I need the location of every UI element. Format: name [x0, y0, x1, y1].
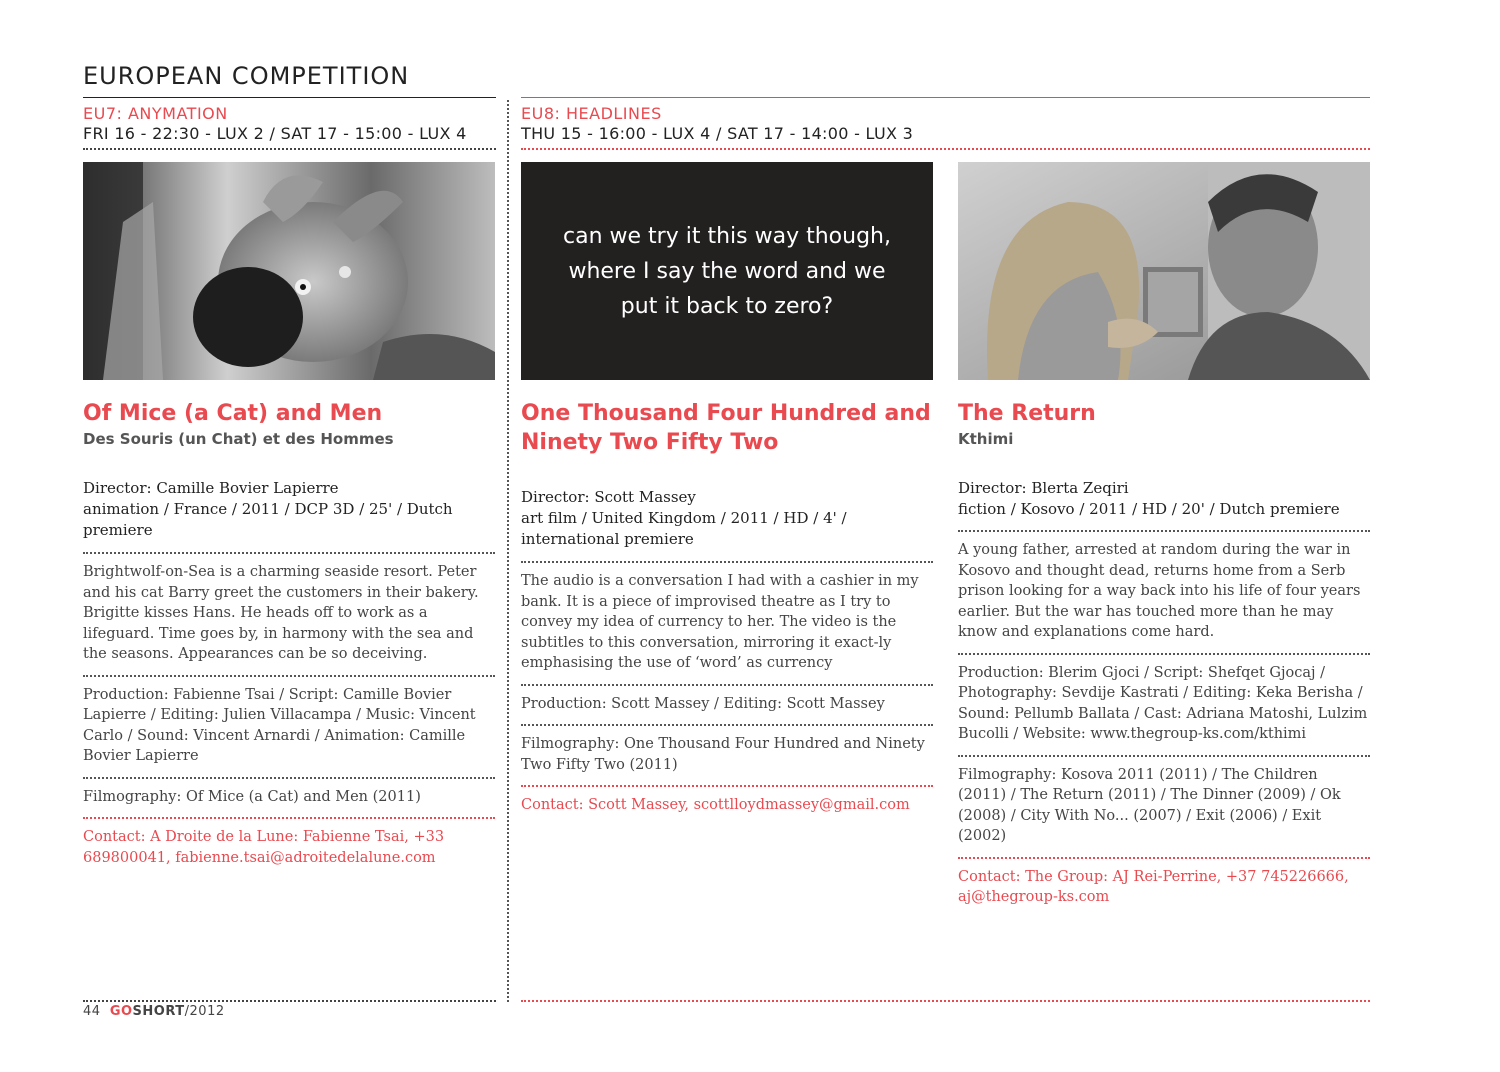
film-synopsis: A young father, arrested at random during the war in Kosovo and thought dead, returns home from a Serb prison looking for a way back into his life of four years earlier. But the war has touched more than he may know and explanations come hard. — [958, 542, 1361, 640]
film-filmography: Filmography: One Thousand Four Hundred and Ninety Two Fifty Two (2011) — [521, 736, 925, 773]
section-title: EUROPEAN COMPETITION — [83, 62, 410, 90]
page-number: 44 — [83, 1004, 101, 1019]
director-line: Director: Camille Bovier Lapierre — [83, 479, 339, 497]
brand-go: GO — [109, 1004, 133, 1019]
film-filmography: Filmography: Kosova 2011 (2011) / The Children (2011) / The Return (2011) / The Dinner (2009) / Ok (2008) / City With No... (2007) / Exit (2006) / Exit (2002) — [958, 766, 1341, 844]
subtitle-still: can we try it this way though, where I say the word and we put it back to zero? — [521, 162, 933, 380]
divider — [83, 777, 495, 779]
section-rule-right — [521, 97, 1370, 98]
column-divider — [507, 100, 509, 1002]
film-details: animation / France / 2011 / DCP 3D / 25' / Dutch premiere — [83, 500, 453, 539]
divider-red — [83, 817, 495, 819]
film-title: The Return — [958, 401, 1096, 426]
film-synopsis: The audio is a conversation I had with a cashier in my bank. It is a piece of improvised theatre as I try to convey my idea of currency to her. The video is the subtitles to this conversation, mirroring it exact-ly emphasising the use of ‘word’ as currency — [521, 573, 919, 671]
film-contact: Contact: A Droite de la Lune: Fabienne Tsai, +33 689800041, fabienne.tsai@adroitedelalune.com — [83, 829, 445, 866]
program-code-eu8: EU8: HEADLINES — [521, 104, 662, 123]
footer-rule-left — [83, 1000, 496, 1002]
film-director — [958, 478, 1370, 520]
film-title: Of Mice (a Cat) and Men — [83, 401, 383, 426]
director-line: Director: Blerta Zeqiri — [958, 479, 1129, 497]
program-schedule-eu8: THU 15 - 16:00 - LUX 4 / SAT 17 - 14:00 - LUX 3 — [521, 124, 914, 143]
film-director — [521, 487, 933, 550]
program-divider-right — [521, 148, 1370, 150]
divider — [958, 755, 1370, 757]
divider — [83, 675, 495, 677]
divider — [521, 684, 933, 686]
page-footer — [83, 1004, 225, 1019]
section-rule-left — [83, 97, 496, 98]
film-still-mice — [83, 162, 495, 380]
footer-rule-right — [521, 1000, 1370, 1002]
divider — [521, 724, 933, 726]
brand-year: /2012 — [184, 1004, 225, 1019]
film-card-return — [958, 162, 1370, 908]
film-contact: Contact: Scott Massey, scottlloydmassey@gmail.com — [521, 797, 910, 813]
film-title: One Thousand Four Hundred and Ninety Two Fifty Two — [521, 401, 931, 455]
brand-short: SHORT — [132, 1004, 185, 1019]
program-schedule-eu7: FRI 16 - 22:30 - LUX 2 / SAT 17 - 15:00 - LUX 4 — [83, 124, 467, 143]
divider — [83, 552, 495, 554]
film-credits: Production: Blerim Gjoci / Script: Shefqet Gjocaj / Photography: Sevdije Kastrati / Editing: Keka Berisha / Sound: Pellumb Ballata / Cast: Adriana Matoshi, Lulzim Bucolli / Website: www.thegroup-ks.com/kthimi — [958, 664, 1368, 742]
film-original-title: Des Souris (un Chat) et des Hommes — [83, 430, 394, 448]
director-line: Director: Scott Massey — [521, 488, 696, 506]
film-details: fiction / Kosovo / 2011 / HD / 20' / Dutch premiere — [958, 500, 1340, 518]
divider-red — [958, 857, 1370, 859]
film-card-headlines — [521, 162, 933, 816]
film-credits: Production: Fabienne Tsai / Script: Camille Bovier Lapierre / Editing: Julien Villacampa / Music: Vincent Carlo / Sound: Vincent Arnardi / Animation: Camille Bovier Lapierre — [83, 686, 476, 764]
divider — [958, 653, 1370, 655]
film-card-mice — [83, 162, 495, 868]
film-details: art film / United Kingdom / 2011 / HD / 4' / international premiere — [521, 509, 847, 548]
film-contact: Contact: The Group: AJ Rei-Perrine, +37 745226666, aj@thegroup-ks.com — [958, 868, 1349, 905]
program-divider-left — [83, 148, 496, 150]
couple-image — [958, 162, 1370, 380]
mouse-image — [83, 162, 495, 380]
film-filmography: Filmography: Of Mice (a Cat) and Men (2011) — [83, 788, 421, 805]
film-original-title: Kthimi — [958, 430, 1014, 448]
film-synopsis: Brightwolf-on-Sea is a charming seaside resort. Peter and his cat Barry greet the customers in their bakery. Brigitte kisses Hans. He heads off to work as a lifeguard. Time goes by, in harmony with the sea and the seasons. Appearances can be so deceiving. — [83, 564, 479, 662]
program-code-eu7: EU7: ANYMATION — [83, 104, 228, 123]
film-still-return — [958, 162, 1370, 380]
film-credits: Production: Scott Massey / Editing: Scott Massey — [521, 695, 885, 712]
divider — [521, 561, 933, 563]
film-director — [83, 478, 495, 541]
divider-red — [521, 785, 933, 787]
divider — [958, 530, 1370, 532]
